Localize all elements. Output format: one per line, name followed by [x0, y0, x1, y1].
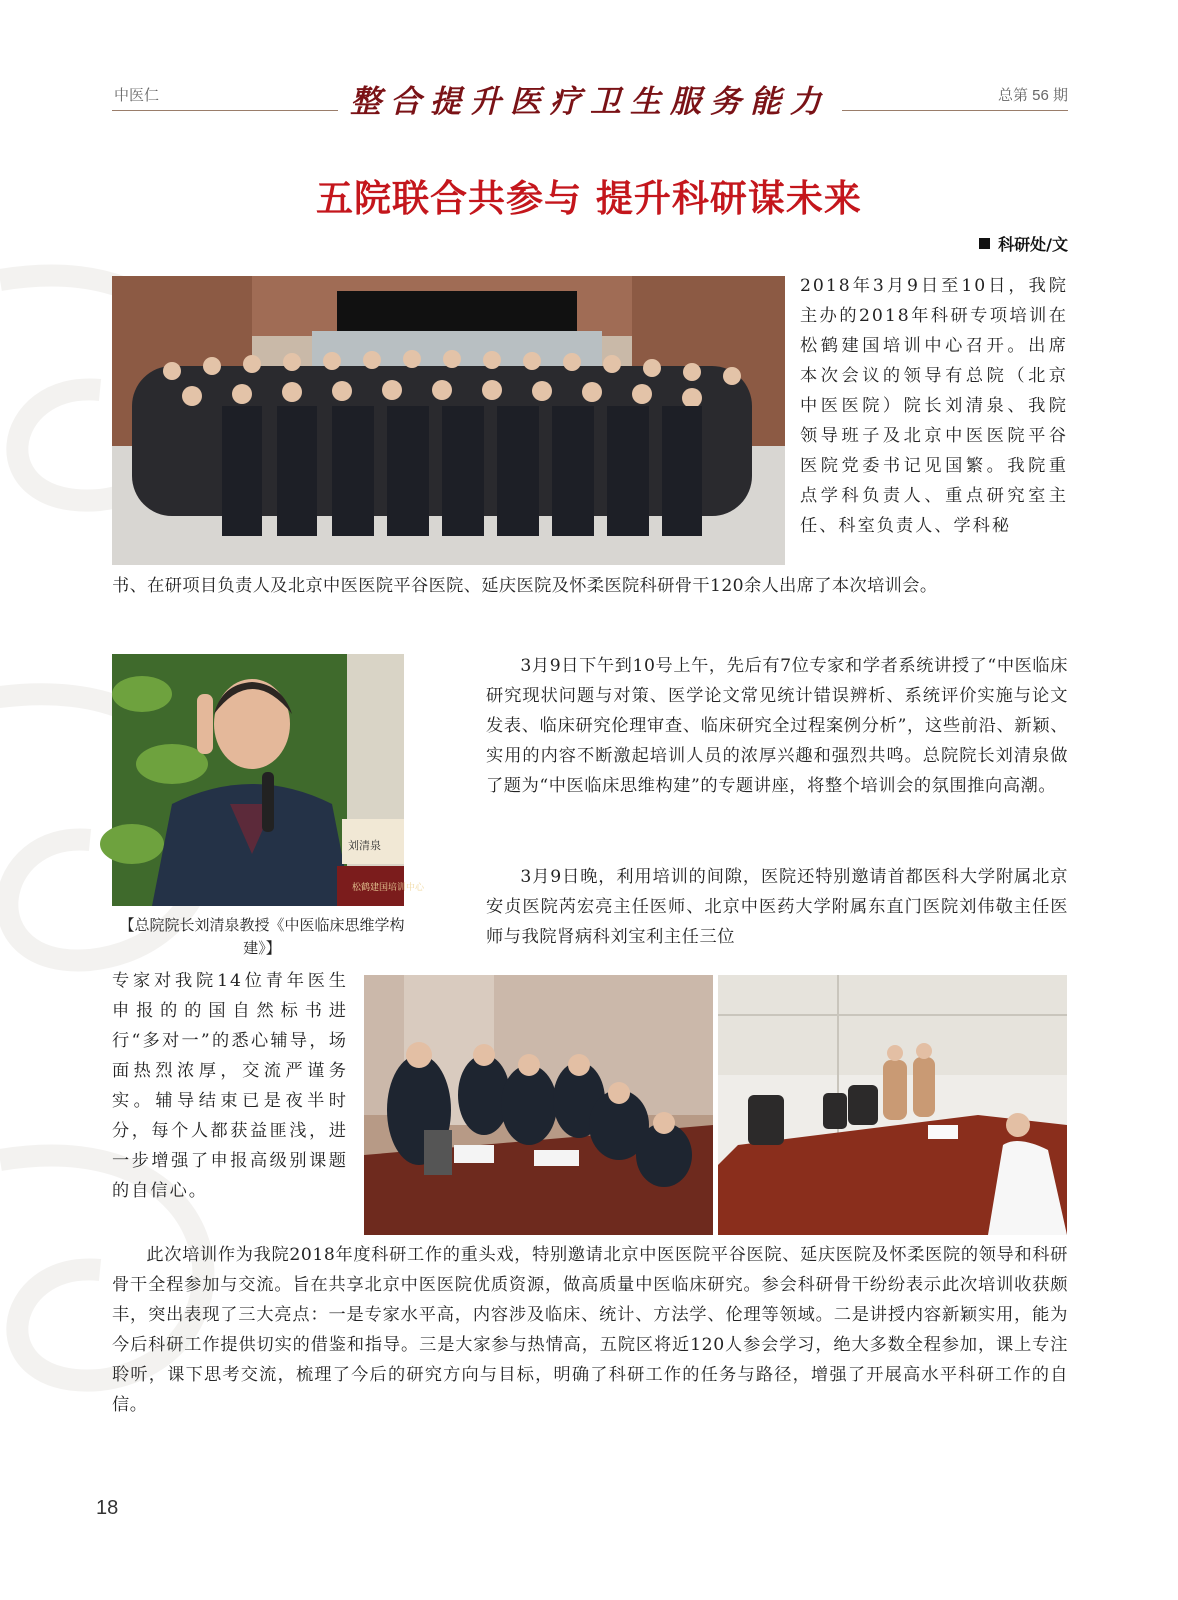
article-title: 五院联合共参与 提升科研谋未来: [316, 177, 862, 220]
name-card-label: 刘清泉: [348, 839, 381, 852]
redacted-sign: [337, 291, 577, 331]
section-title: 整合提升医疗卫生服务能力: [350, 84, 830, 120]
paragraph-2: 3月9日下午到10号上午，先后有7位专家和学者系统讲授了“中医临床研究现状问题与对策、医学论文常见统计错误辨析、系统评价实施与论文发表、临床研究伦理审查、临床研究全过程案例分析”，这些前沿、新颖、实用的内容不断激起培训人员的浓厚兴趣和强烈共鸣。总院院长刘清泉做了题为“中医临床思维构建”的专题讲座，将整个培训会的氛围推向高潮。: [486, 656, 1068, 796]
byline-text: 科研处/文: [998, 235, 1068, 254]
header-rule-right: [842, 110, 1068, 111]
group-photo: [112, 276, 785, 565]
byline-square-icon: [979, 238, 990, 249]
page-number: 18: [96, 1497, 119, 1519]
paragraph-1-continued: 书、在研项目负责人及北京中医医院平谷医院、延庆医院及怀柔医院科研骨干120余人出席了本次培训会。: [112, 576, 938, 596]
speaker-photo-caption: 【总院院长刘清泉教授《中医临床思维学构建》】: [119, 916, 405, 957]
banner-label: 松鹤建国培训中心: [352, 883, 425, 893]
mentoring-photo-1: [364, 975, 713, 1235]
paragraph-4: 此次培训作为我院2018年度科研工作的重头戏，特别邀请北京中医医院平谷医院、延庆医院及怀柔医院的领导和科研骨干全程参加与交流。旨在共享北京中医医院优质资源，做高质量中医临床研究。参会科研骨干纷纷表示此次培训收获颇丰，突出表现了三大亮点：一是专家水平高，内容涉及临床、统计、方法学、伦理等领域。二是讲授内容新颖实用，能为今后科研工作提供切实的借鉴和指导。三是大家参与热情高，五院区将近120人参会学习，绝大多数全程参加，课上专注聆听，课下思考交流，梳理了今后的研究方向与目标，明确了科研工作的任务与路径，增强了开展高水平科研工作的自信。: [112, 1245, 1068, 1415]
magazine-name: 中医仁: [114, 87, 160, 104]
paragraph-3-left: 专家对我院14位青年医生申报的的国自然标书进行“多对一”的悉心辅导，场面热烈浓厚，交流严谨务实。辅导结束已是夜半时分，每个人都获益匪浅，进一步增强了申报高级别课题的自信心。: [112, 971, 348, 1201]
speaker-photo: [112, 654, 425, 906]
header-rule-left: [112, 110, 338, 111]
issue-number: 总第 56 期: [997, 87, 1068, 104]
article-byline: [979, 232, 1068, 255]
paragraph-1-side: 2018年3月9日至10日，我院主办的2018年科研专项培训在松鹤建国培训中心召开。出席本次会议的领导有总院（北京中医医院）院长刘清泉、我院领导班子及北京中医医院平谷医院党委书记见国繁。我院重点学科负责人、重点研究室主任、科室负责人、学科秘: [800, 276, 1068, 536]
mentoring-photo-2: [718, 975, 1067, 1235]
paragraph-3-right: 3月9日晚，利用培训的间隙，医院还特别邀请首都医科大学附属北京安贞医院芮宏亮主任医师、北京中医药大学附属东直门医院刘伟敬主任医师与我院肾病科刘宝利主任三位: [486, 867, 1068, 947]
